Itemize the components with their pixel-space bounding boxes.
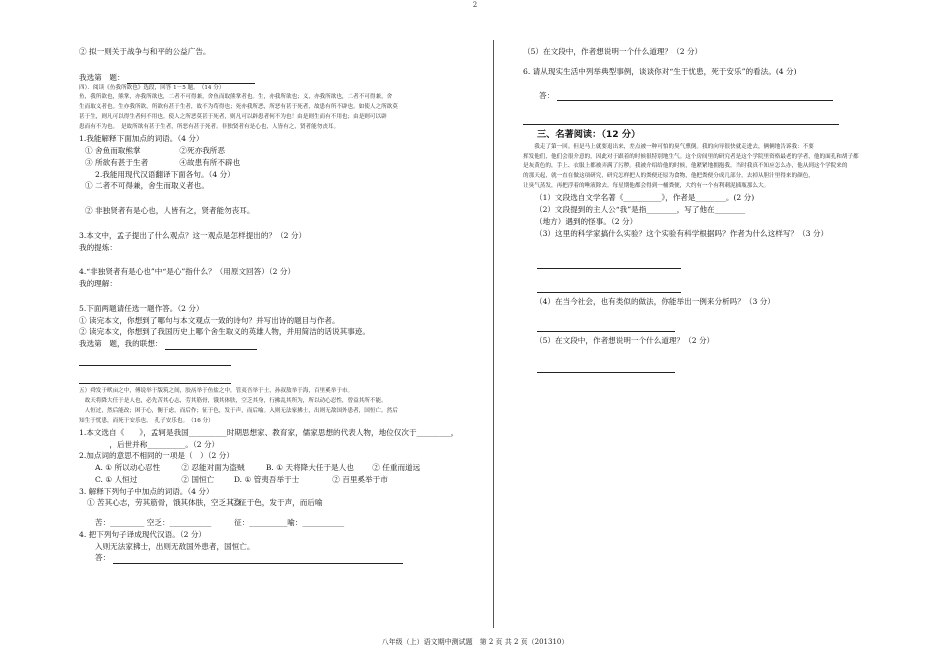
passage-line: 生而取义者也。生亦我所欲，所欲有甚于生者，故不为苟得也；死亦我所恶，所恶有甚于死者，故患有所不辟也。如使人之所欲莫	[79, 104, 398, 111]
passage-line: 患而有不为也。 是故所欲有甚于生者，所恶有甚于死者。非独贤者有是心也，人皆有之，贤者能勿丧耳。	[79, 124, 340, 131]
passage-line: 的那天起，就一直在做这项研究，研究怎样把人的粪便还原为食物，他把粪便分成几部分，去掉从胆汁里得来的颜色，	[523, 173, 814, 180]
novel-passage	[523, 143, 913, 193]
s5-question-4: 4. 把下列句子译成现代汉语。（2 分）	[79, 529, 207, 539]
question-4: 4.“非独贤者有是心也”中“是心”指什么？（用原文回答）（2 分）	[79, 267, 296, 277]
q4-answer-label: 我的理解：	[79, 279, 117, 289]
answer-blank[interactable]	[537, 283, 681, 293]
passage-line: 挥发他们，他们会很介意的，因此对于跟着的时候很特别地生气。这个房间里的研究者是这个学院里资格最老的学者，他的面孔和胡子都	[523, 153, 859, 160]
novel-question-2-cont: （地方）遇到的怪事。（2 分）	[535, 216, 638, 226]
passage-line: 人恒过，然后能改；困于心，衡于虑，而后作；征于色，发于声，而后喻。入则无法家拂士，出则无敌国外患者，国恒亡。然后	[79, 407, 398, 414]
s5-question-3: 3. 解释下列句子中加点的词语。（4 分）	[79, 486, 214, 496]
s5-q2-option-d: D. ① 管夷吾举于士	[233, 474, 300, 484]
passage-section4	[79, 93, 471, 133]
s5-question-1-cont: ，后世并称__________。（2 分）	[79, 439, 220, 449]
column-divider	[493, 40, 494, 628]
answer-blank[interactable]	[113, 554, 403, 564]
question-5: 5.下面两题请任选一题作答。（2 分）	[79, 303, 204, 313]
page-footer: 八年级（上）语文期中测试题 第 2 页 共 2 页（201310）	[381, 638, 569, 646]
q5-option-2: ② 读完本文，你想到了我国历史上哪个舍生取义的英雄人物，并用简洁的话说其事迹。	[79, 327, 370, 337]
novel-question-5: （5）在文段中，作者想说明一个什么道理？（2 分）	[535, 336, 715, 346]
answer-blank[interactable]	[79, 356, 231, 366]
question-3: 3.本文中，孟子提出了什么观点？这一观点是怎样提出的？（2 分）	[79, 230, 307, 240]
passage-line: 故天将降大任于是人也，必先苦其心志，劳其筋骨，饿其体肤，空乏其身，行拂乱其所为，所以动心忍性，曾益其所不能。	[79, 397, 387, 404]
right-column	[523, 46, 913, 373]
question-2: 2.我能用现代汉语翻译下面各句。（4 分）	[95, 169, 235, 179]
s5-q2-option-d2: ② 百里奚举于市	[332, 474, 388, 484]
novel-question-4: （4）在当今社会，也有类似的做法，你能举出一例来分析吗？（3 分）	[535, 297, 775, 307]
s5-q2-option-c2: ② 国恒亡	[181, 474, 215, 484]
s5-q4-answer-label: 答：	[95, 553, 111, 563]
s5-q3-answer-row: 苦：_________ 空乏：___________ 征：__________喻：___________	[95, 518, 345, 528]
left-column	[79, 46, 471, 564]
answer-blank[interactable]	[537, 259, 681, 269]
s5-question-2: 2.加点词的意思不相同的一项是（ ）（2 分）	[79, 451, 234, 461]
novel-question-2: （2）文段提到的主人公“我”是指________，写了他在________	[535, 205, 746, 215]
q2-sentence-2: ② 非独贤者有是心也，人皆有之，贤者能勿丧耳。	[85, 206, 255, 216]
s5-q2-option-c: C. ① 人恒过	[95, 474, 138, 484]
s5-q2-option-a: A. ① 所以动心忍性	[95, 463, 161, 473]
q5-answer-line	[79, 338, 471, 350]
q1-option-c: ③ 所欲有甚于生者	[85, 157, 149, 167]
s5-q2-row2	[79, 474, 471, 486]
question-1: 1.我能解释下面加点的词语。（4 分）	[79, 134, 204, 144]
ad-question: ② 拟一则关于战争与和平的公益广告。	[79, 47, 211, 56]
q1-options-row2	[79, 157, 471, 169]
passage-line: 五）舜发于畎亩之中，傅说举于版筑之间，胶鬲举于鱼盐之中，管夷吾举于士，孙叔敖举于海，百里奚举于市。	[79, 388, 354, 395]
r-question-6: 6. 请从现实生活中列举典型事例，谈谈你对“生于忧患，死于安乐”的看法。(4 分)	[523, 66, 797, 76]
passage-line: 让臭气蒸发，再把浮着的唾液除去。每星期他都会得到一桶粪便，大约有一个有利刺泥插瓶那么大。	[523, 183, 770, 190]
answer-blank[interactable]	[165, 340, 257, 350]
passage-line: 是灰黄色的，手上、衣服上都被弄满了污秽。我被介绍给他的时候，他紧紧地拥抱我。当时我真不知应怎么办，他从到这个学院来的	[523, 163, 848, 170]
q5-option-1: ① 读完本文，你想到了哪句与本文观点一致的诗句？并写出诗的题目与作者。	[79, 315, 340, 325]
section3-title: 三、名著阅读：（12 分）	[537, 129, 641, 141]
q1-option-b: ②死亦我所恶	[179, 146, 225, 156]
answer-blank[interactable]	[127, 74, 255, 84]
novel-question-3: （3）这里的科学家搞什么实验？这个实验有科学根据吗？作者为什么这样写？（3 分）	[535, 228, 829, 238]
answer-blank[interactable]	[537, 322, 675, 332]
s5-q2-option-b: B. ① 天将降大任于是人也	[265, 463, 354, 473]
s5-q3-b: ②征于色，发于声，而后喻	[231, 498, 323, 508]
s5-q2-option-b2: ② 任重而道远	[372, 463, 421, 473]
answer-blank[interactable]	[523, 115, 839, 125]
s5-question-1: 1.本文选自《 》，孟轲是我国__________时期思想家、教育家，儒家思想的代表人物，地位仅次于_________，	[79, 427, 459, 437]
q3-answer-label: 我的提炼：	[79, 242, 117, 252]
r-question-5: （5）在文段中，作者想说明一个什么道理？（2 分）	[523, 47, 703, 56]
choose-topic-line	[79, 72, 471, 84]
answer-blank[interactable]	[537, 363, 675, 373]
section4-title: 四）．阅读《鱼我所欲也》选段，回答 1－5 题。 （14 分）	[79, 84, 225, 91]
answer-blank[interactable]	[557, 91, 833, 101]
answer-blank[interactable]	[79, 374, 231, 384]
s5-q3-a: ① 苦其心志，劳其筋骨，饿其体肤，空乏其身	[87, 498, 242, 508]
passage-line: 鱼，我所欲也，熊掌，亦我所欲也，二者不可得兼，舍鱼而取熊掌者也。生，亦我所欲也；义，亦我所欲也，二者不可得兼，舍	[79, 94, 393, 101]
passage-line: 甚于生，则凡可以得生者何不用也。使人之所恶莫甚于死者，则凡可以辟患者何不为也！由是则生而有不用也；由是则可以辟	[79, 114, 387, 121]
r-q6-answer-label: 答：	[539, 90, 555, 100]
q5-answer-label: 我选第 题，我的联想：	[79, 339, 163, 349]
s5-q4-sentence: 入则无法家拂士，出则无敌国外患者，国恒亡。	[95, 541, 255, 551]
q1-option-d: ④故患有所不辟也	[179, 157, 241, 167]
choose-topic-label: 我选第 题：	[79, 72, 125, 82]
s5-q2-option-a2: ② 忍能对面为盗贼	[181, 463, 245, 473]
s5-q4-answer-line	[79, 552, 471, 564]
q2-sentence-1: ① 二者不可得兼，舍生而取义者也。	[85, 181, 209, 191]
q1-options-row1	[79, 145, 471, 157]
q1-option-a: ① 舍鱼而取熊掌	[85, 146, 141, 156]
s5-q2-row1	[79, 462, 471, 474]
passage-line: 我走了第一回。但是马上就要退出来，差点被一种可怕的臭气熏倒。我的向导很快就走进去，俩俩地告诉我：不要	[523, 143, 814, 150]
r-q6-answer-line	[523, 90, 913, 102]
novel-question-1: （1）文段选自文学名著《__________》，作者是________。(2 分)	[535, 193, 755, 203]
s5-q3-row	[79, 497, 471, 509]
passage-section5	[79, 387, 471, 427]
page-number: 2	[472, 1, 478, 9]
passage-line: 知生于忧患，而死于安乐也。 孔子安乐也。 （16 分）	[79, 417, 214, 424]
